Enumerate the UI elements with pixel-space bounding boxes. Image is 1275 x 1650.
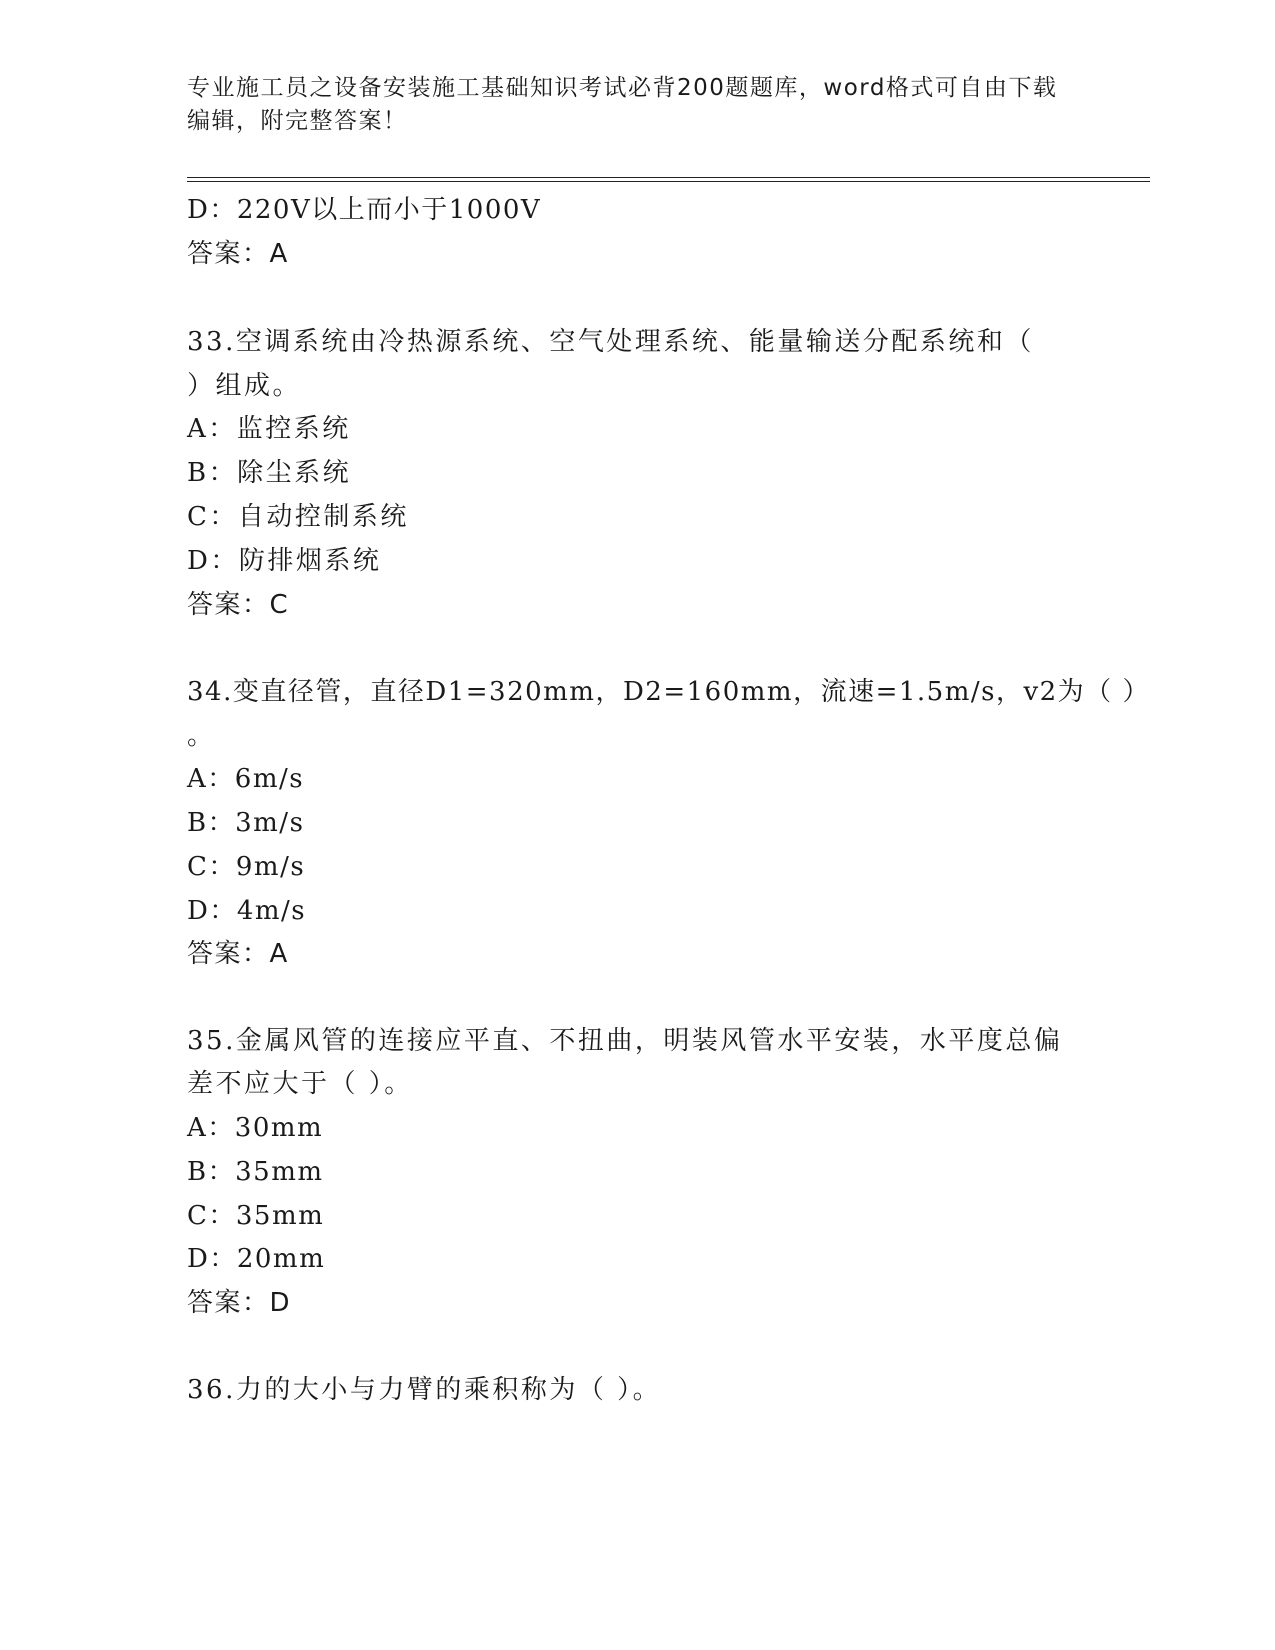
q34-option-a: A：6m/s bbox=[187, 764, 305, 794]
q35-option-c: C：35mm bbox=[187, 1201, 325, 1231]
q35-stem-line-1: 35.金属风管的连接应平直、不扭曲，明装风管水平安装，水平度总偏 bbox=[187, 1026, 1063, 1056]
q34-stem-line-1: 34.变直径管，直径D1=320mm，D2=160mm，流速=1.5m/s，v2为（ ） bbox=[187, 677, 1150, 707]
q34-answer: 答案：A bbox=[187, 939, 289, 969]
header-line-2: 编辑，附完整答案！ bbox=[187, 108, 408, 134]
q35-option-d: D：20mm bbox=[187, 1244, 326, 1274]
q33-answer: 答案：C bbox=[187, 590, 290, 620]
q33-option-c: C：自动控制系统 bbox=[187, 502, 409, 532]
q36-stem-line-1: 36.力的大小与力臂的乘积称为（ ）。 bbox=[187, 1375, 662, 1405]
q32-answer: 答案：A bbox=[187, 239, 289, 269]
q32-option-d: D：220V以上而小于1000V bbox=[187, 195, 542, 225]
header-line-1: 专业施工员之设备安装施工基础知识考试必背200题题库，word格式可自由下载 bbox=[187, 75, 1058, 101]
document-header bbox=[187, 72, 1087, 138]
q35-stem-line-2: 差不应大于（ ）。 bbox=[187, 1069, 413, 1099]
q35-option-a: A：30mm bbox=[187, 1113, 324, 1143]
q33-stem-line-2: ）组成。 bbox=[187, 371, 302, 401]
q34-option-b: B：3m/s bbox=[187, 808, 305, 838]
q35-answer: 答案：D bbox=[187, 1288, 292, 1318]
q33-option-d: D：防排烟系统 bbox=[187, 546, 382, 576]
q33-option-b: B：除尘系统 bbox=[187, 458, 352, 488]
header-divider-top bbox=[187, 177, 1150, 178]
q33-stem-line-1: 33.空调系统由冷热源系统、空气处理系统、能量输送分配系统和（ bbox=[187, 327, 1034, 357]
q33-option-a: A：监控系统 bbox=[187, 414, 351, 444]
q34-option-d: D：4m/s bbox=[187, 896, 307, 926]
q34-option-c: C：9m/s bbox=[187, 852, 306, 882]
header-divider-bottom bbox=[187, 181, 1150, 182]
q35-option-b: B：35mm bbox=[187, 1157, 324, 1187]
q34-stem-line-2: 。 bbox=[187, 721, 215, 751]
